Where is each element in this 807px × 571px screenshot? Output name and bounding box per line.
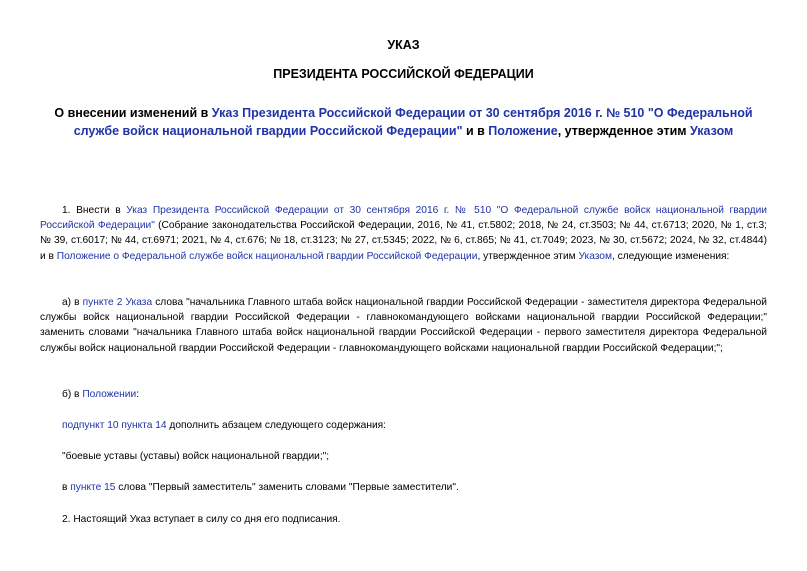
regulation-link[interactable]: Положение [488,123,558,138]
p2-text-1: 2. Настоящий Указ вступает в силу со дня его подписания. [62,514,341,525]
p1-regulation-link[interactable]: Положение о Федеральной службе войск национальной гвардии Российской Федерации [56,250,478,262]
pa-text-1: а) в [62,297,83,308]
p1-text-2: (Собрание законодательства Российской Федерации, 2016, № 41, ст.5802; 2018, № 24, ст.3503; № 44, ст.6713; 2020, № 1, ст.3; № 39, ст.6017; № 44, ст.6971; 2021, № 4, ст.676; № 18, ст.3123; № 27, ст.5345; 2022, № 6, ст.865; № 41, ст.7049; 2023, № 30, ст.5672; 2024, № 32, ст.4844) и в [40,220,767,262]
paragraph-2 [40,512,789,527]
paragraph-c [40,418,789,433]
p1-text-1: 1. Внести в [62,205,127,216]
p1-decree-short-link[interactable]: Указом [578,250,612,262]
pb-text-2: : [136,389,140,400]
pc-subpoint-link[interactable]: подпункт 10 пункта 14 [62,420,167,431]
document-issuer: ПРЕЗИДЕНТА РОССИЙСКОЙ ФЕДЕРАЦИИ [273,67,534,81]
decree-link[interactable]: Указом [690,123,734,138]
pd-text-1: "боевые уставы (уставы) войск национальной гвардии;"; [62,451,330,462]
pa-point-2-link[interactable]: пункте 2 Указа [82,297,153,308]
pb-text-1: б) в [62,389,83,400]
pe-point-15-link[interactable]: пункте 15 [70,482,116,493]
p1-decree-link[interactable]: Указ Президента Российской Федерации от 30 сентября 2016 г. № 510 "О Федеральной службе войск национальной гвардии Российской Федерации" [40,205,767,232]
paragraph-a [40,295,767,356]
pb-regulation-link[interactable]: Положении [82,389,137,400]
subject-text-3: , утвержденное этим [557,123,690,138]
paragraph-e [40,480,789,495]
paragraph-1 [40,203,767,264]
document-title: УКАЗ [387,38,420,52]
document-subject [40,105,767,140]
decree-510-link[interactable]: Указ Президента Российской Федерации от 30 сентября 2016 г. № 510 "О Федеральной службе войск национальной гвардии Российской Федерации" [73,106,753,138]
subject-text-2: и в [462,123,489,138]
p1-text-4: , следующие изменения: [611,250,730,262]
paragraph-d [40,449,789,464]
pc-text-1: дополнить абзацем следующего содержания: [166,420,387,431]
paragraph-b [40,387,789,402]
pe-text-2: слова "Первый заместитель" заменить словами "Первые заместители". [115,482,459,493]
subject-text-1: О внесении изменений в [54,106,212,120]
pe-text-1: в [62,482,71,493]
pa-text-2: слова "начальника Главного штаба войск национальной гвардии Российской Федерации - заместителя директора Федеральной службы войск национальной гвардии Российской Федерации - главнокомандующего войсками национальной гвардии Российской Федерации;" заменить словами "начальника Главного штаба войск национальной гвардии Российской Федерации - первого заместителя директора Федеральной службы войск национальной гвардии Российской Федерации - главнокомандующего войсками национальной гвардии Российской Федерации;"; [40,297,767,354]
p1-text-3: , утвержденное этим [477,250,579,262]
